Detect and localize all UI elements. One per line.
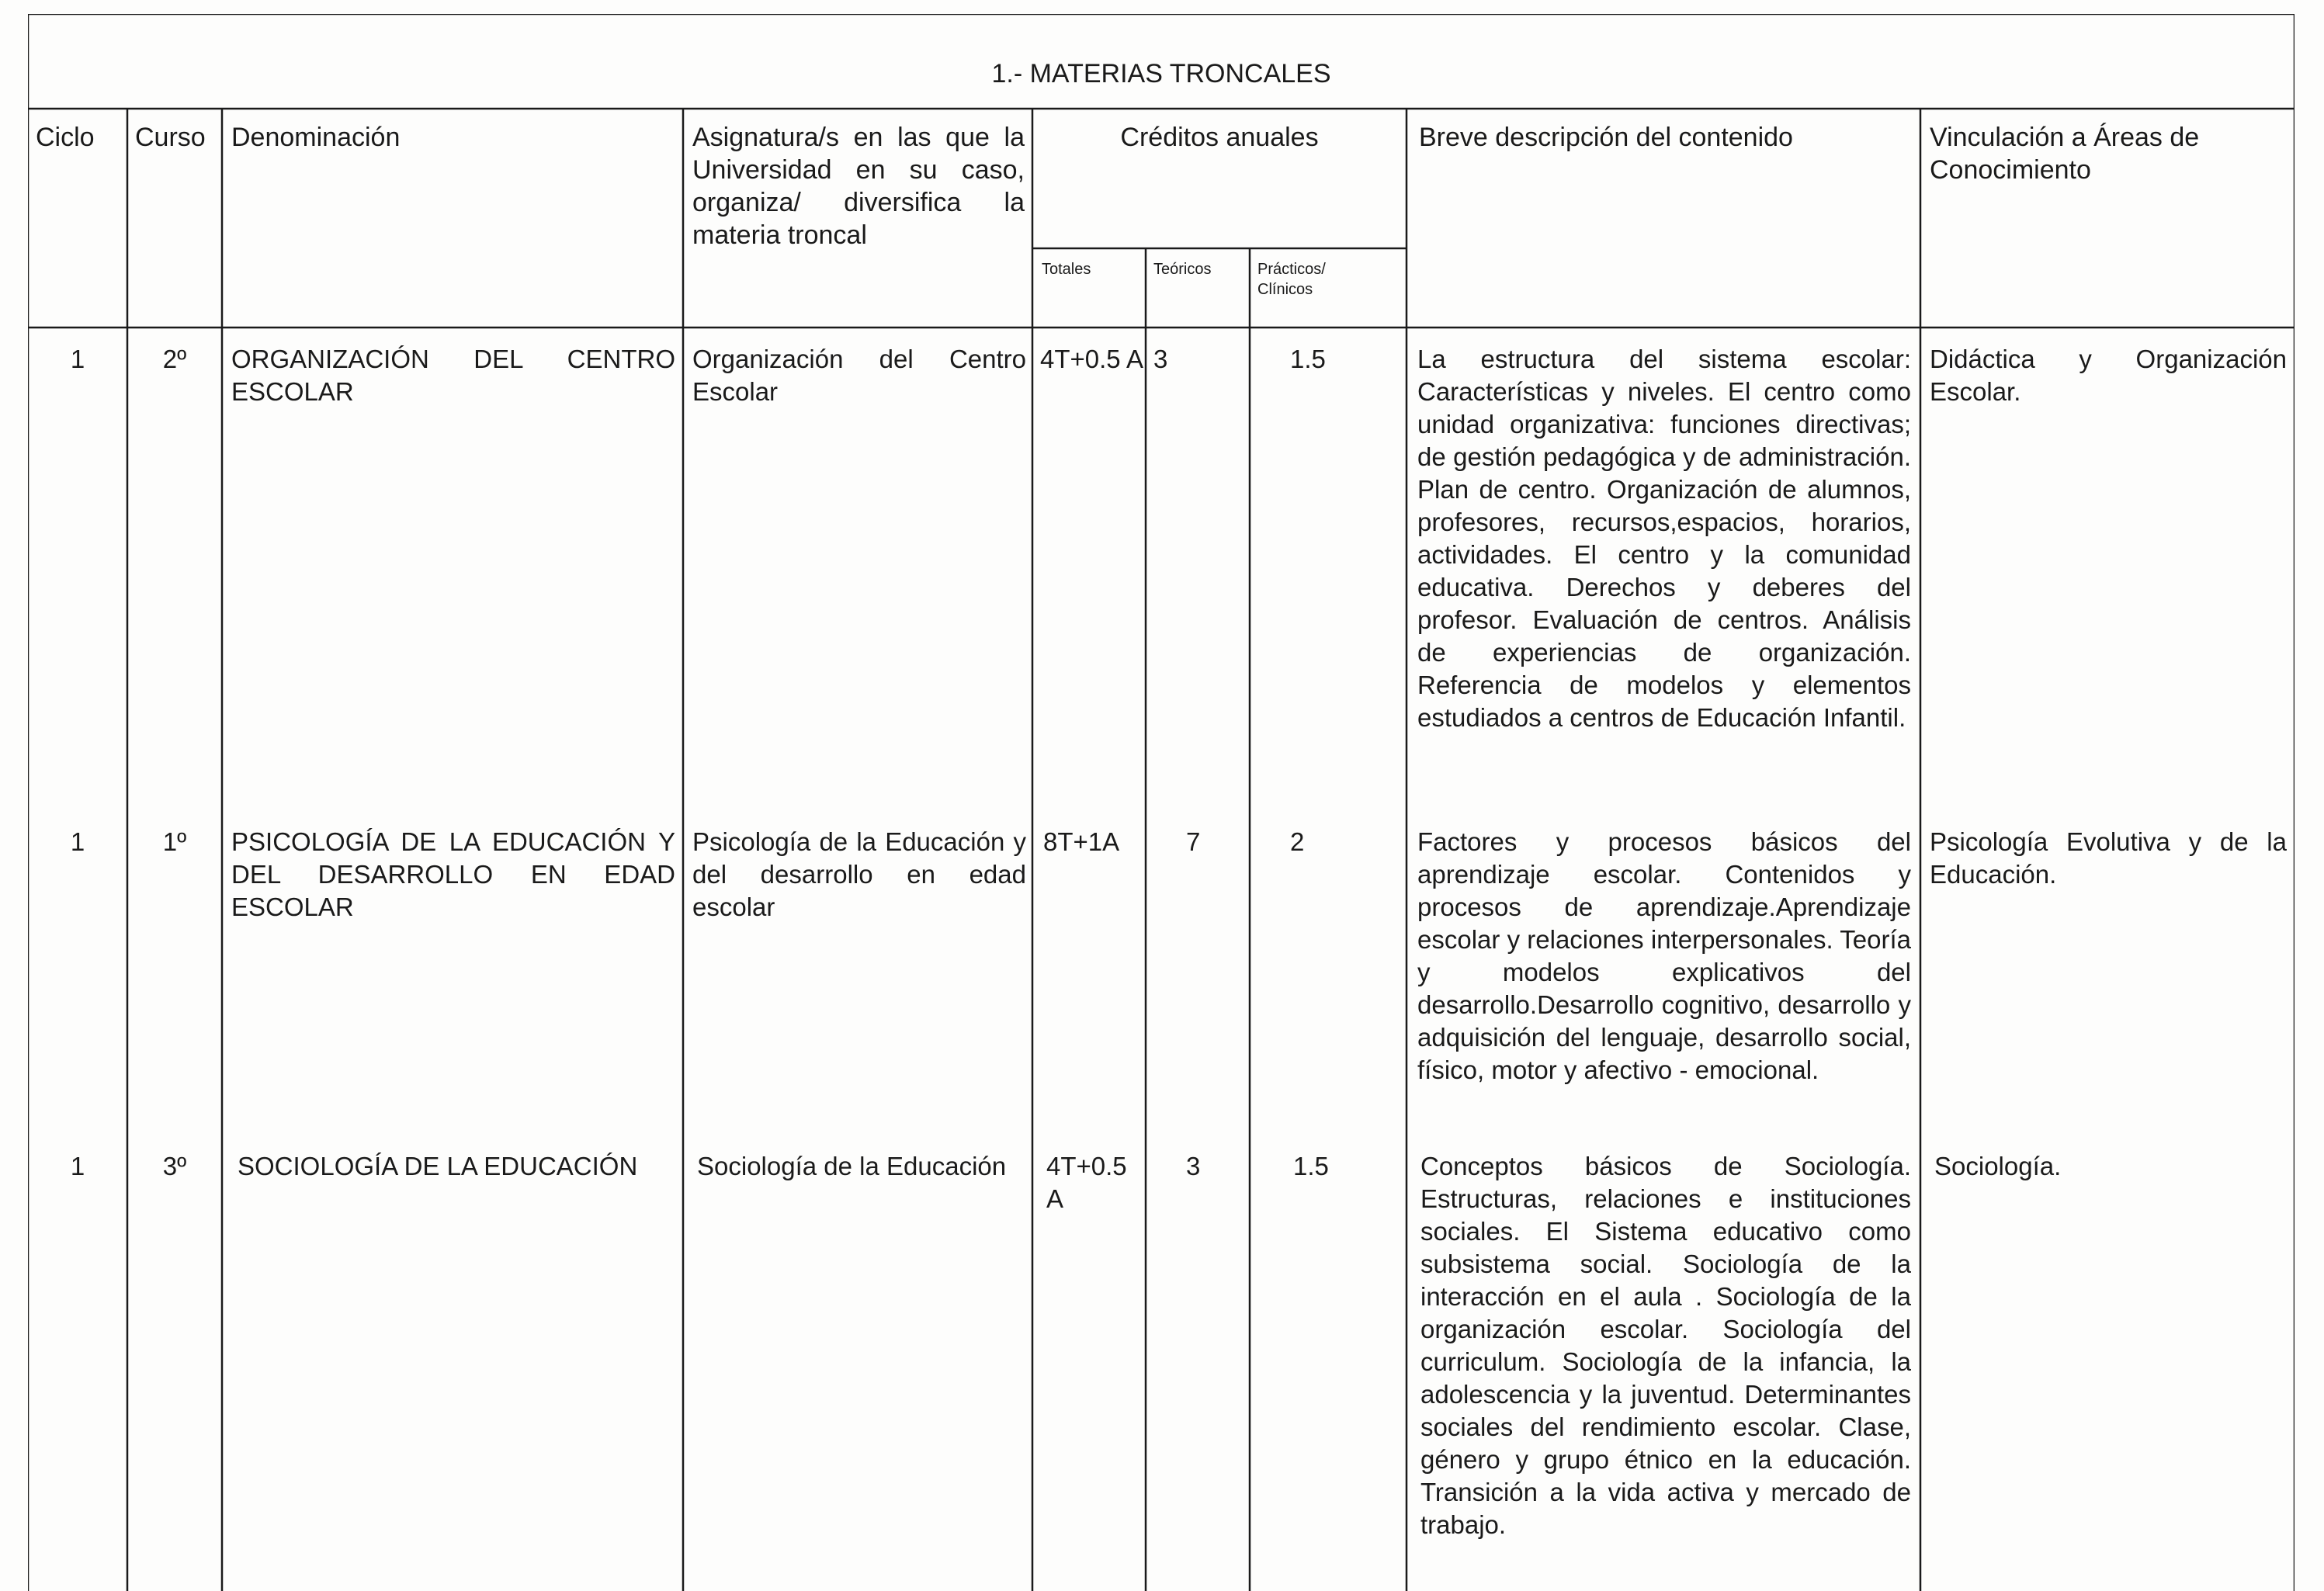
header-creditos-anuales: Créditos anuales: [1120, 123, 1319, 152]
row1-ciclo: 1: [70, 345, 85, 373]
header-descripcion: Breve descripción del contenido: [1419, 123, 1793, 152]
row2-teoricos: 7: [1186, 827, 1201, 856]
header-vinculacion: Vinculación a Áreas de Conocimiento: [1930, 123, 2200, 185]
row3-vinculacion: Sociología.: [1934, 1152, 2062, 1180]
header-totales: Totales: [1042, 261, 1091, 278]
row2-asignatura: Psicología de la Educación y del desarrollo en edad escolar: [692, 827, 1026, 921]
row1-totales: 4T+0.5 A: [1040, 345, 1144, 373]
table-title: 1.- MATERIAS TRONCALES: [991, 59, 1331, 88]
header-asignatura: Asignatura/s en las que la Universidad en su caso, organiza/ diversifica la materia troncal: [692, 123, 1025, 250]
row2-ciclo: 1: [70, 827, 85, 856]
row3-descripcion: Conceptos básicos de Sociología. Estructuras, relaciones e instituciones sociales. El Sistema educativo como subsistema social. Sociología de la interacción en el aula . Sociología de la organización escolar. Sociología del curriculum. Sociología de la infancia, la adolescencia y la juventud. Determinantes sociales del rendimiento escolar. Clase, género y grupo étnico en la educación. Transición a la vida activa y mercado de trabajo.: [1420, 1152, 1911, 1539]
row3-ciclo: 1: [70, 1152, 85, 1180]
row3-denominacion: SOCIOLOGÍA DE LA EDUCACIÓN: [238, 1152, 638, 1180]
row1-curso: 2º: [162, 345, 187, 373]
row1-vinculacion: Didáctica y Organización Escolar.: [1930, 345, 2287, 406]
row2-vinculacion: Psicología Evolutiva y de la Educación.: [1930, 827, 2287, 889]
row3-totales: 4T+0.5 A: [1046, 1152, 1127, 1213]
row3-teoricos: 3: [1186, 1152, 1201, 1180]
row2-descripcion: Factores y procesos básicos del aprendizaje escolar. Contenidos y procesos de aprendizaje.Aprendizaje escolar y relaciones interpersonales. Teoría y modelos explicativos del desarrollo.Desarrollo cognitivo, desarrollo y adquisición del lenguaje, desarrollo social, físico, motor y afectivo - emocional.: [1417, 827, 1911, 1084]
row2-denominacion: PSICOLOGÍA DE LA EDUCACIÓN Y DEL DESARROLLO EN EDAD ESCOLAR: [231, 827, 675, 921]
row1-practicos: 1.5: [1290, 345, 1326, 373]
row1-descripcion: La estructura del sistema escolar: Características y niveles. El centro como unidad organizativa: funciones directivas; de gestión pedagógica y de administración. Plan de centro. Organización de alumnos, profesores, recursos,espacios, horarios, actividades. El centro y la comunidad educativa. Derechos y deberes del profesor. Evaluación de centros. Análisis de experiencias de organización. Referencia de modelos y elementos estudiados a centros de Educación Infantil.: [1417, 345, 1911, 732]
materias-troncales-table: [28, 14, 2295, 1591]
header-teoricos: Teóricos: [1153, 261, 1212, 278]
row3-curso: 3º: [162, 1152, 187, 1180]
row1-teoricos: 3: [1153, 345, 1168, 373]
header-denominacion: Denominación: [231, 123, 401, 152]
row2-curso: 1º: [162, 827, 187, 856]
table-grid-lines: [28, 14, 2295, 1591]
row3-asignatura: Sociología de la Educación: [697, 1152, 1007, 1180]
header-ciclo: Ciclo: [36, 123, 95, 152]
row1-asignatura: Organización del Centro Escolar: [692, 345, 1026, 406]
row2-practicos: 2: [1290, 827, 1305, 856]
header-practicos-clinicos: Prácticos/ Clínicos: [1257, 261, 1326, 298]
row2-totales: 8T+1A: [1043, 827, 1120, 856]
row3-practicos: 1.5: [1293, 1152, 1329, 1180]
header-curso: Curso: [135, 123, 206, 152]
row1-denominacion: ORGANIZACIÓN DEL CENTRO ESCOLAR: [231, 345, 675, 406]
